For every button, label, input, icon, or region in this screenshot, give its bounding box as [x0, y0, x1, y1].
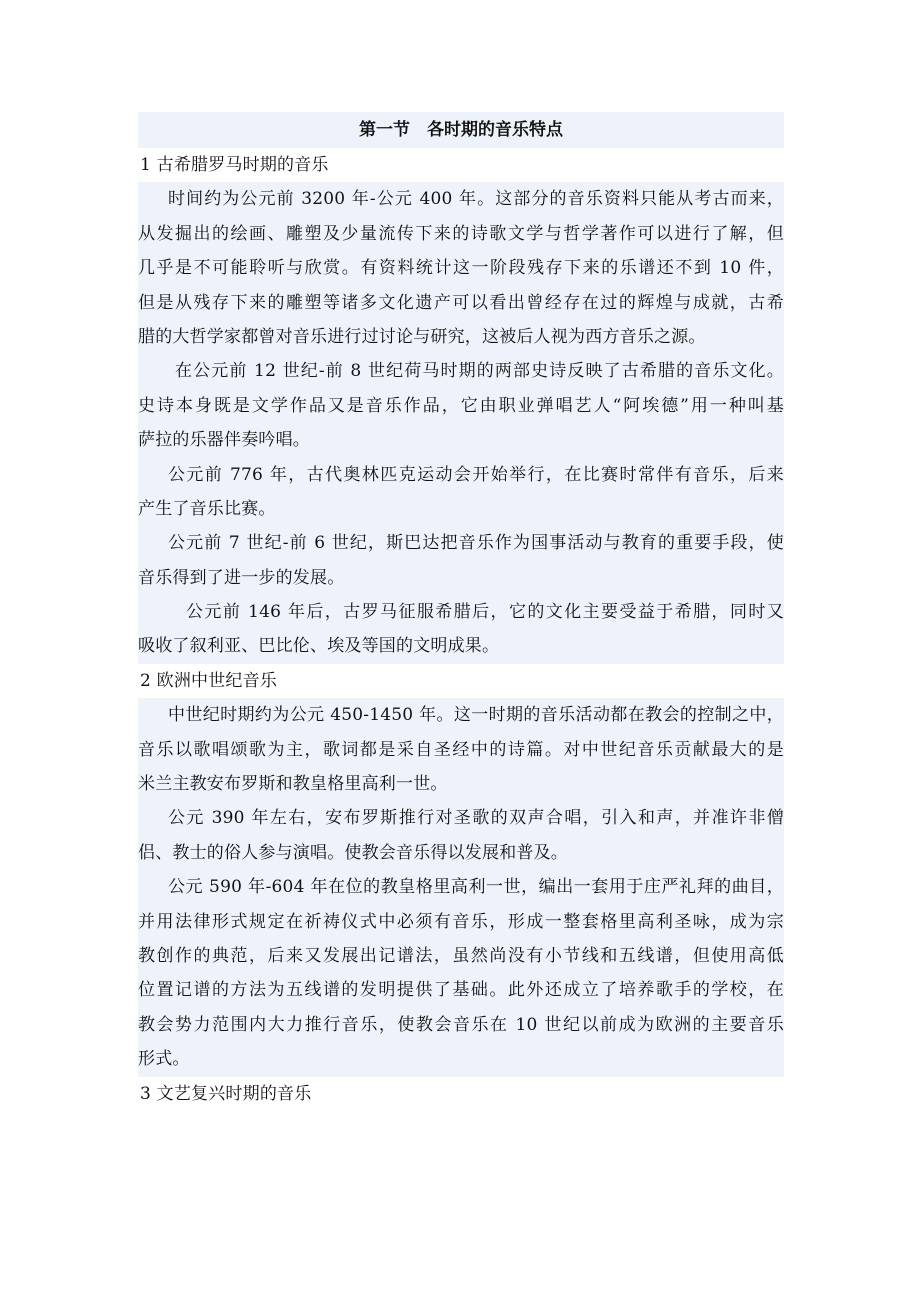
paragraph-2-3 [138, 870, 784, 1076]
text-line: 从发掘出的绘画、雕塑及少量流传下来的诗歌文学与哲学著作可以进行了解，但 [138, 223, 784, 244]
text-line: 在公元前 12 世纪-前 8 世纪荷马时期的两部史诗反映了古希腊的音乐文化。 [175, 361, 784, 382]
text-line: 公元前 7 世纪-前 6 世纪，斯巴达把音乐作为国事活动与教育的重要手段，使 [168, 533, 784, 554]
page-title: 第一节 各时期的音乐特点 [138, 112, 784, 148]
text-line: 教创作的典范，后来又发展出记谱法，虽然尚没有小节线和五线谱，但使用高低 [138, 945, 784, 966]
document-body [138, 112, 784, 1111]
paragraph-2-1 [138, 698, 784, 801]
text-line: 几乎是不可能聆听与欣赏。有资料统计这一阶段残存下来的乐谱还不到 10 件， [138, 258, 784, 279]
text-line: 位置记谱的方法为五线谱的发明提供了基础。此外还成立了培养歌手的学校，在 [138, 980, 784, 1001]
text-line: 米兰主教安布罗斯和教皇格里高利一世。 [138, 774, 448, 795]
text-line: 产生了音乐比赛。 [138, 498, 276, 519]
text-line: 中世纪时期约为公元 450-1450 年。这一时期的音乐活动都在教会的控制之中， [168, 705, 784, 726]
text-line: 吸收了叙利亚、巴比伦、埃及等国的文明成果。 [138, 636, 500, 657]
paragraph-2-2 [138, 801, 784, 870]
text-line: 音乐得到了进一步的发展。 [138, 567, 345, 588]
text-line: 但是从残存下来的雕塑等诸多文化遗产可以看出曾经存在过的辉煌与成就，古希 [138, 292, 784, 313]
paragraph-1-4 [138, 526, 784, 595]
section-heading-3: 3 文艺复兴时期的音乐 [140, 1083, 312, 1104]
text-line: 公元前 776 年，古代奥林匹克运动会开始举行，在比赛时常伴有音乐，后来 [168, 464, 784, 485]
text-line: 形式。 [138, 1049, 190, 1070]
paragraph-1-2 [138, 354, 784, 457]
paragraph-1-3 [138, 458, 784, 527]
paragraph-1-1 [138, 182, 784, 354]
text-line: 侣、教士的俗人参与演唱。使教会音乐得以发展和普及。 [138, 842, 568, 863]
text-line: 音乐以歌唱颂歌为主，歌词都是采自圣经中的诗篇。对中世纪音乐贡献最大的是 [138, 739, 784, 760]
paragraph-1-5 [138, 595, 784, 664]
text-line: 并用法律形式规定在祈祷仪式中必须有音乐，形成一整套格里高利圣咏，成为宗 [138, 911, 784, 932]
text-line: 腊的大哲学家都曾对音乐进行过讨论与研究，这被后人视为西方音乐之源。 [138, 326, 706, 347]
text-line: 公元前 146 年后，古罗马征服希腊后，它的文化主要受益于希腊，同时又 [186, 602, 784, 623]
section-heading-2: 2 欧洲中世纪音乐 [140, 670, 278, 691]
text-line: 萨拉的乐器伴奏吟唱。 [138, 430, 310, 451]
text-line: 教会势力范围内大力推行音乐，使教会音乐在 10 世纪以前成为欧洲的主要音乐 [138, 1014, 784, 1035]
text-line: 史诗本身既是文学作品又是音乐作品，它由职业弹唱艺人“阿埃德”用一种叫基 [138, 395, 784, 416]
text-line: 公元 590 年-604 年在位的教皇格里高利一世，编出一套用于庄严礼拜的曲目， [168, 877, 784, 898]
section-heading-1: 1 古希腊罗马时期的音乐 [140, 155, 329, 175]
text-line: 公元 390 年左右，安布罗斯推行对圣歌的双声合唱，引入和声，并准许非僧 [168, 808, 784, 829]
text-line: 时间约为公元前 3200 年-公元 400 年。这部分的音乐资料只能从考古而来， [168, 189, 784, 210]
